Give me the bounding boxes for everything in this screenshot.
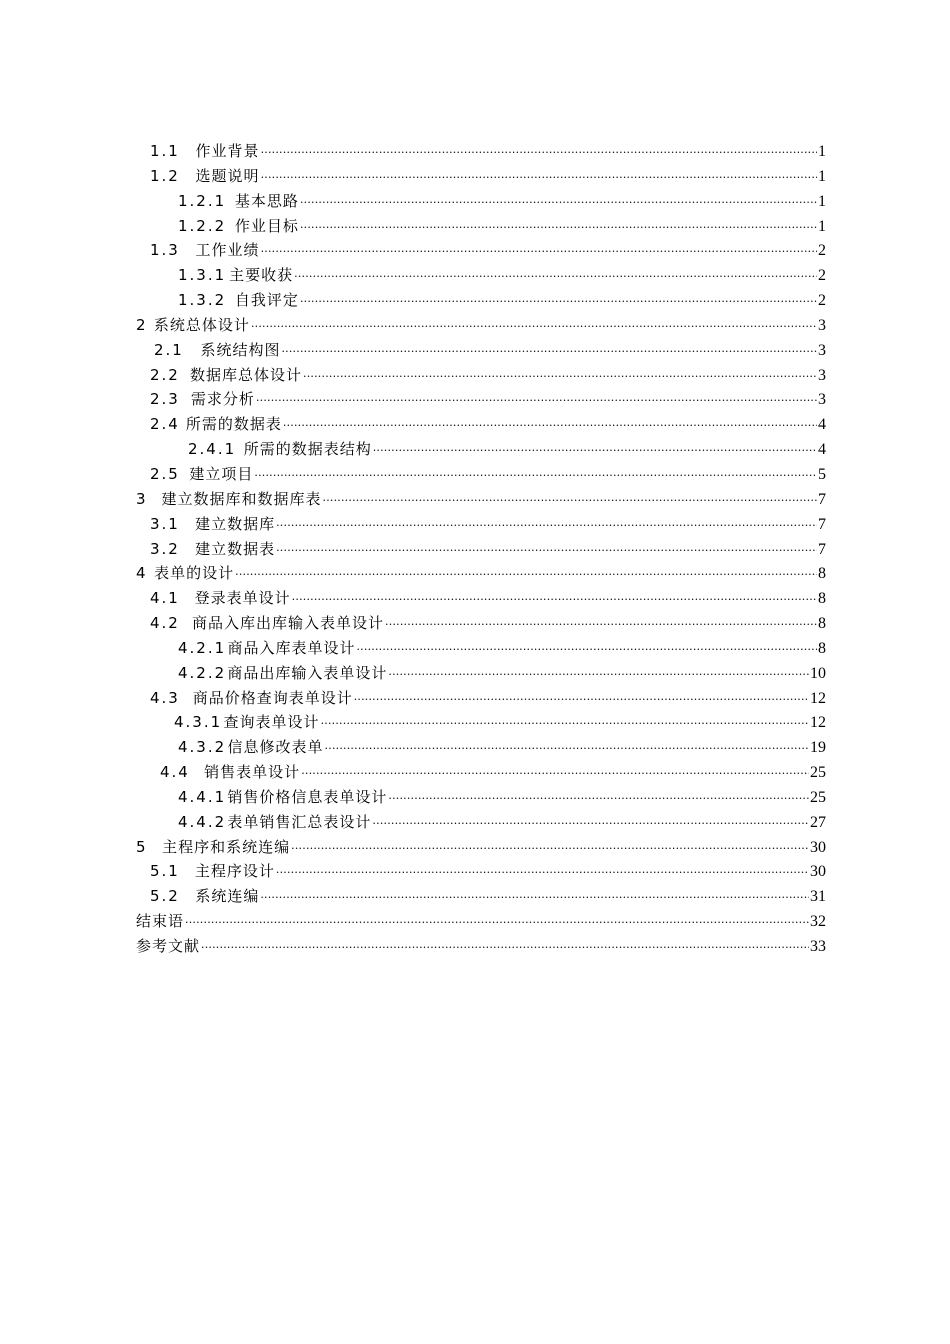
toc-entry-title: 数据库总体设计: [190, 365, 303, 384]
toc-entry-page: 7: [818, 540, 826, 558]
toc-entry-title: 查询表单设计: [223, 713, 320, 732]
toc-entry-title: 销售价格信息表单设计: [227, 787, 388, 806]
toc-leader-dots: [251, 315, 817, 340]
toc-entry[interactable]: [136, 462, 826, 487]
toc-leader-dots: [283, 414, 817, 439]
toc-leader-dots: [321, 712, 809, 737]
toc-entry-page: 1: [818, 143, 826, 160]
toc-entry-title: 商品价格查询表单设计: [192, 688, 353, 707]
toc-entry[interactable]: [136, 785, 826, 810]
toc-entry[interactable]: [136, 512, 826, 537]
toc-entry-title: 主程序设计: [194, 862, 275, 881]
toc-entry-number: 2.5: [150, 464, 180, 483]
toc-entry[interactable]: [136, 313, 826, 338]
toc-entry[interactable]: [136, 586, 826, 611]
toc-entry-title: 商品出库输入表单设计: [227, 663, 388, 682]
toc-entry-number: 4.3.1: [174, 713, 223, 732]
toc-leader-dots: [373, 439, 817, 464]
toc-entry-page: 30: [810, 863, 826, 881]
toc-leader-dots: [372, 812, 809, 837]
toc-leader-dots: [261, 141, 817, 166]
toc-entry-number: 1.3.1: [178, 266, 227, 285]
toc-entry-number: 4.2.2: [178, 663, 227, 682]
toc-entry-page: 7: [818, 515, 826, 533]
toc-leader-dots: [276, 539, 817, 564]
toc-leader-dots: [388, 787, 809, 812]
toc-entry-title: 选题说明: [195, 166, 260, 185]
toc-entry-title: 系统结构图: [200, 340, 281, 359]
toc-entry-number: 4.4: [160, 763, 190, 782]
toc-entry-title: 销售表单设计: [204, 763, 301, 782]
toc-leader-dots: [185, 911, 809, 936]
toc-entry-page: 10: [810, 664, 826, 682]
toc-entry-page: 8: [818, 615, 826, 633]
toc-entry-number: 2.2: [150, 365, 180, 384]
toc-entry-page: 1: [818, 192, 826, 210]
toc-leader-dots: [323, 489, 818, 514]
toc-entry-title: 系统总体设计: [153, 315, 250, 334]
toc-entry[interactable]: [136, 363, 826, 388]
toc-entry-title: 主要收获: [229, 266, 294, 285]
toc-leader-dots: [356, 638, 817, 663]
toc-entry-page: 30: [810, 838, 826, 856]
toc-leader-dots: [292, 588, 817, 613]
toc-entry-page: 32: [810, 913, 826, 931]
toc-leader-dots: [385, 613, 817, 638]
toc-entry[interactable]: [136, 661, 826, 686]
toc-leader-dots: [325, 737, 809, 762]
toc-entry[interactable]: [136, 735, 826, 760]
toc-entry[interactable]: [136, 561, 826, 586]
toc-leader-dots: [254, 464, 817, 489]
toc-entry-number: 4.2: [150, 614, 180, 633]
toc-entry[interactable]: [136, 686, 826, 711]
toc-entry-number: 5.2: [150, 887, 180, 906]
toc-entry[interactable]: [136, 611, 826, 636]
toc-entry-title: 主程序和系统连编: [162, 837, 291, 856]
toc-entry-number: 2: [136, 315, 148, 334]
toc-leader-dots: [261, 166, 817, 191]
toc-entry-page: 4: [818, 416, 826, 434]
toc-entry-number: 2.4: [150, 415, 180, 434]
toc-entry-title: 基本思路: [234, 191, 299, 210]
toc-entry-title: 信息修改表单: [227, 738, 324, 757]
toc-entry[interactable]: [136, 934, 826, 959]
toc-entry-page: 31: [810, 888, 826, 906]
toc-entry-number: 4: [136, 564, 148, 583]
toc-entry-number: 1.1: [150, 142, 180, 160]
toc-entry-page: 25: [810, 788, 826, 806]
toc-entry-number: 1.2: [150, 166, 180, 185]
toc-entry-title: 建立数据库和数据库表: [161, 489, 322, 508]
toc-entry-title: 工作业绩: [195, 241, 260, 260]
toc-entry-title: 建立数据表: [195, 539, 276, 558]
toc-entry[interactable]: [136, 710, 826, 735]
toc-entry-number: 5: [136, 837, 148, 856]
toc-entry-title: 登录表单设计: [194, 589, 291, 608]
toc-entry-number: 2.1: [154, 340, 184, 359]
toc-leader-dots: [281, 340, 817, 365]
toc-entry[interactable]: [136, 263, 826, 288]
toc-entry-title: 表单销售汇总表设计: [227, 812, 372, 831]
toc-entry-page: 2: [818, 267, 826, 285]
toc-leader-dots: [276, 514, 817, 539]
toc-entry-number: 4.3: [150, 688, 180, 707]
toc-leader-dots: [291, 837, 809, 862]
toc-entry-page: 4: [818, 441, 826, 459]
toc-leader-dots: [300, 191, 817, 216]
toc-entry[interactable]: [136, 139, 826, 164]
toc-entry-number: 3: [136, 489, 148, 508]
toc-entry-page: 25: [810, 764, 826, 782]
toc-entry-page: 12: [810, 714, 826, 732]
toc-leader-dots: [235, 563, 817, 588]
toc-entry-number: 3.2: [150, 539, 180, 558]
toc-entry[interactable]: [136, 437, 826, 462]
toc-entry-number: 2.3: [150, 390, 180, 409]
toc-entry[interactable]: [136, 810, 826, 835]
toc-entry-title: 商品入库出库输入表单设计: [192, 614, 385, 633]
toc-entry[interactable]: [136, 412, 826, 437]
toc-leader-dots: [301, 762, 809, 787]
toc-entry-page: 12: [810, 689, 826, 707]
toc-entry-page: 27: [810, 813, 826, 831]
toc-entry-title: 商品入库表单设计: [227, 638, 356, 657]
toc-leader-dots: [354, 688, 809, 713]
toc-entry-title: 结束语: [136, 912, 185, 931]
toc-entry[interactable]: [136, 487, 826, 512]
toc-entry-number: 1.3.2: [178, 291, 227, 310]
toc-entry[interactable]: [136, 338, 826, 363]
toc-entry-title: 建立数据库: [195, 514, 276, 533]
toc-entry[interactable]: [136, 835, 826, 860]
toc-entry-page: 8: [818, 639, 826, 657]
toc-entry-number: 4.4.1: [178, 787, 227, 806]
toc-entry-title: 作业目标: [234, 216, 299, 235]
toc-entry[interactable]: [136, 884, 826, 909]
toc-leader-dots: [300, 216, 817, 241]
toc-leader-dots: [388, 663, 809, 688]
toc-entry[interactable]: [136, 537, 826, 562]
toc-entry-title: 表单的设计: [154, 564, 235, 583]
toc-entry-title: 自我评定: [234, 291, 299, 310]
toc-entry-page: 2: [818, 242, 826, 260]
toc-entry-number: 1.2.1: [178, 191, 227, 210]
toc-entry-number: 5.1: [150, 862, 180, 881]
toc-entry-page: 3: [818, 391, 826, 409]
toc-entry-page: 3: [818, 341, 826, 359]
toc-entry[interactable]: [136, 214, 826, 239]
toc-entry-title: 建立项目: [189, 464, 254, 483]
toc-entry-number: 4.4.2: [178, 812, 227, 831]
toc-entry-page: 1: [818, 217, 826, 235]
toc-entry-page: 3: [818, 316, 826, 334]
toc-entry-number: 2.4.1: [188, 440, 237, 459]
toc-entry-number: 1.2.2: [178, 216, 227, 235]
toc-entry-page: 1: [818, 167, 826, 185]
toc-leader-dots: [300, 290, 817, 315]
toc-entry[interactable]: [136, 387, 826, 412]
toc-entry-page: 7: [818, 490, 826, 508]
toc-entry-page: 33: [810, 938, 826, 955]
toc-entry[interactable]: [136, 859, 826, 884]
toc-entry-number: 4.3.2: [178, 738, 227, 757]
table-of-contents: [136, 139, 826, 959]
toc-entry-title: 需求分析: [190, 390, 255, 409]
toc-leader-dots: [201, 936, 809, 961]
toc-leader-dots: [261, 240, 817, 265]
toc-entry-number: 4.1: [150, 589, 180, 608]
toc-leader-dots: [256, 389, 817, 414]
toc-entry-title: 系统连编: [195, 887, 260, 906]
toc-entry[interactable]: [136, 238, 826, 263]
toc-entry-page: 2: [818, 292, 826, 310]
toc-entry-page: 19: [810, 739, 826, 757]
toc-entry-title: 所需的数据表结构: [243, 440, 372, 459]
toc-leader-dots: [303, 365, 817, 390]
toc-entry-number: 1.3: [150, 241, 180, 260]
toc-entry[interactable]: [136, 909, 826, 934]
toc-entry-page: 5: [818, 465, 826, 483]
toc-entry-page: 8: [818, 565, 826, 583]
toc-entry-title: 作业背景: [195, 142, 260, 160]
toc-leader-dots: [260, 886, 809, 911]
toc-entry-title: 参考文献: [136, 937, 201, 955]
toc-entry[interactable]: [136, 288, 826, 313]
toc-entry-page: 3: [818, 366, 826, 384]
toc-entry-page: 8: [818, 590, 826, 608]
toc-entry-number: 3.1: [150, 514, 180, 533]
toc-entry[interactable]: [136, 760, 826, 785]
toc-leader-dots: [276, 861, 809, 886]
toc-leader-dots: [294, 265, 817, 290]
toc-entry-title: 所需的数据表: [185, 415, 282, 434]
toc-entry[interactable]: [136, 189, 826, 214]
toc-entry[interactable]: [136, 636, 826, 661]
toc-entry[interactable]: [136, 164, 826, 189]
toc-entry-number: 4.2.1: [178, 638, 227, 657]
